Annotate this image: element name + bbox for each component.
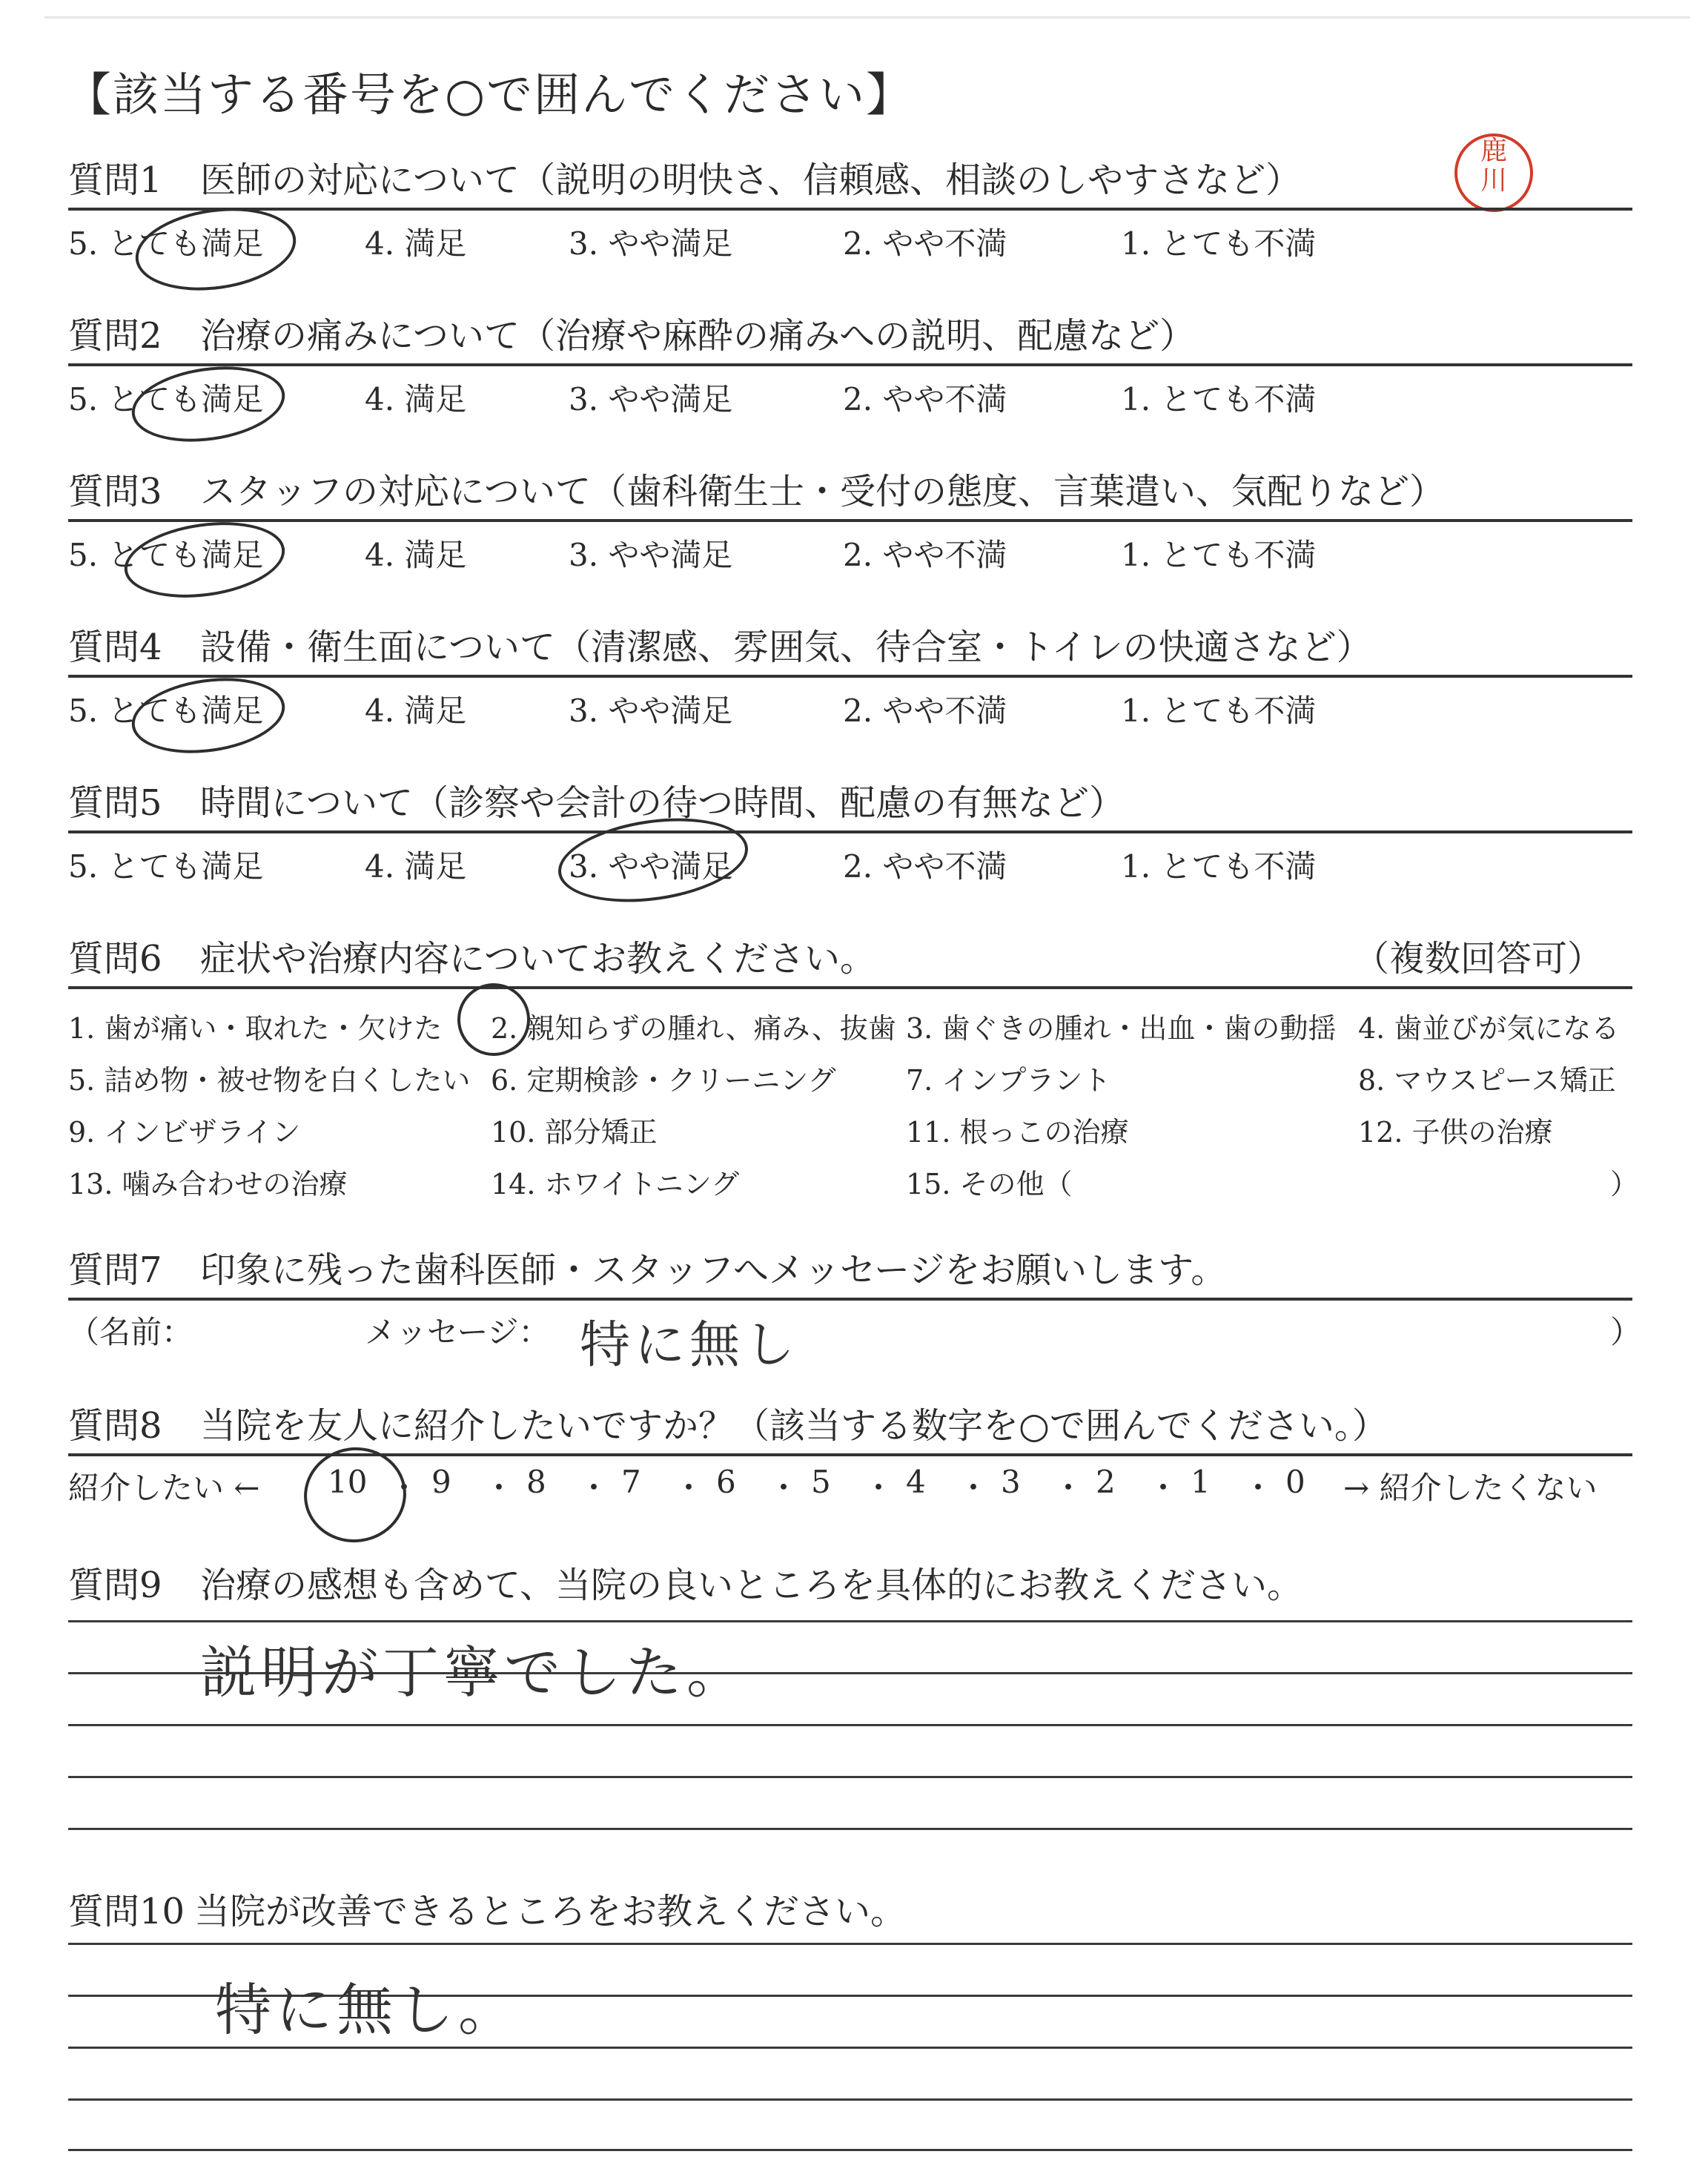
option-3[interactable]: 3. やや満足 [569,381,733,417]
option-4[interactable]: 4. 満足 [365,225,467,262]
scale-value[interactable]: 6 [716,1464,736,1500]
question-10 [68,1887,1632,1936]
top-edge [44,16,1690,19]
option-2[interactable]: 2. やや不満 [843,381,1007,417]
rule-line [68,830,1632,833]
question-2 [68,311,1632,420]
rating-options [68,687,1632,731]
scale-value[interactable]: 9 [431,1464,451,1500]
answer-line [68,2047,1632,2049]
symptom-option[interactable]: 15. その他（ [906,1168,1073,1200]
question-number: 質問8 [68,1405,162,1447]
answer-line [68,2098,1632,2101]
selection-circle [127,357,290,451]
option-2[interactable]: 2. やや不満 [843,225,1007,262]
scale-value[interactable]: 1 [1191,1464,1211,1500]
rating-options [68,842,1632,887]
answer-line [68,1776,1632,1778]
option-1[interactable]: 1. とても不満 [1121,693,1317,729]
option-5[interactable]: 5. とても満足 [68,225,264,262]
multiple-answers-note: （複数回答可） [1353,938,1603,980]
scale-value[interactable]: 4 [906,1464,926,1500]
rating-options [68,375,1632,420]
rule-line [68,208,1632,211]
option-5[interactable]: 5. とても満足 [68,537,264,573]
option-1[interactable]: 1. とても不満 [1121,225,1317,262]
symptom-option[interactable]: 4. 歯並びが気になる [1358,1012,1620,1045]
option-5[interactable]: 5. とても満足 [68,693,264,729]
scale-dot: ・ [1148,1470,1179,1506]
scale-dot: ・ [1242,1470,1274,1506]
other-close-paren: ） [1610,1168,1639,1200]
symptom-option[interactable]: 1. 歯が痛い・取れた・欠けた [68,1012,443,1045]
option-3[interactable]: 3. やや満足 [569,225,733,262]
question-text: 時間について（診察や会計の待つ時間、配慮の有無など） [200,782,1125,824]
question-text: 当院を友人に紹介したいですか？（該当する数字を○で囲んでください。） [200,1405,1388,1447]
selection-circle [453,979,535,1061]
selection-circle [127,669,290,762]
scale-value[interactable]: 7 [621,1464,641,1500]
question-text: 印象に残った歯科医師・スタッフへメッセージをお願いします。 [200,1249,1227,1291]
scale-dot: ・ [1053,1470,1085,1506]
option-3[interactable]: 3. やや満足 [569,537,733,573]
question-text: 設備・衛生面について（清潔感、雰囲気、待合室・トイレの快適さなど） [200,627,1372,668]
option-4[interactable]: 4. 満足 [365,537,467,573]
symptom-option[interactable]: 7. インプラント [906,1064,1111,1097]
option-4[interactable]: 4. 満足 [365,848,467,885]
question-number: 質問5 [68,782,162,824]
form-header: 【該当する番号を○で囲んでください】 [65,67,914,122]
scale-dot: ・ [958,1470,990,1506]
message-label: メッセージ： [365,1314,550,1350]
option-1[interactable]: 1. とても不満 [1121,537,1317,573]
selection-circle [119,512,290,607]
scale-dot: ・ [673,1470,705,1506]
rating-options [68,531,1632,575]
handwritten-improvements[interactable]: 特に無し。 [215,1977,519,2043]
scale-value[interactable]: 3 [1001,1464,1021,1500]
rule-line [68,519,1632,522]
scale-value[interactable]: 2 [1096,1464,1116,1500]
question-text: 症状や治療内容についてお教えください。 [200,938,876,980]
question-1 [68,156,1632,264]
referral-scale [68,1464,1632,1508]
symptom-option[interactable]: 3. 歯ぐきの腫れ・出血・歯の動揺 [906,1012,1337,1045]
answer-line [68,1943,1632,1945]
symptom-option[interactable]: 6. 定期検診・クリーニング [491,1064,836,1097]
option-3[interactable]: 3. やや満足 [569,693,733,729]
scale-dot: ・ [768,1470,800,1506]
question-number: 質問1 [68,159,162,201]
rating-options [68,219,1632,264]
question-8 [68,1401,1632,1508]
option-3[interactable]: 3. やや満足 [569,848,733,885]
scale-dot: ・ [483,1470,515,1506]
symptom-option[interactable]: 12. 子供の治療 [1358,1116,1553,1149]
symptom-option[interactable]: 9. インビザライン [68,1116,301,1149]
rule-line [68,675,1632,678]
question-7 [68,1246,1642,1375]
question-9 [68,1561,1632,1610]
scale-value[interactable]: 10 [328,1464,368,1500]
question-number: 質問10 [68,1891,185,1932]
answer-line [68,1828,1632,1830]
question-number: 質問2 [68,315,162,357]
symptom-option[interactable]: 11. 根っこの治療 [906,1116,1129,1149]
question-text: 治療の痛みについて（治療や麻酔の痛みへの説明、配慮など） [200,315,1196,357]
handwritten-message[interactable]: 特に無し [580,1316,800,1375]
option-5[interactable]: 5. とても満足 [68,381,264,417]
scale-left-label: 紹介したい ← [68,1470,260,1506]
scale-dot: ・ [578,1470,610,1506]
scale-value[interactable]: 5 [811,1464,831,1500]
seal-char-1: 鹿 [1480,136,1507,166]
question-number: 質問3 [68,471,162,512]
answer-line [68,2149,1632,2151]
option-4[interactable]: 4. 満足 [365,693,467,729]
rule-line [68,1453,1632,1456]
question-number: 質問6 [68,938,162,980]
option-4[interactable]: 4. 満足 [365,381,467,417]
answer-line [68,1620,1632,1622]
rule-line [68,986,1632,989]
seal-char-2: 川 [1480,165,1507,196]
scale-value[interactable]: 8 [526,1464,546,1500]
question-number: 質問9 [68,1565,162,1606]
answer-line [68,1724,1632,1726]
scale-dot: ・ [388,1470,420,1506]
question-text: スタッフの対応について（歯科衛生士・受付の態度、言葉遣い、気配りなど） [200,471,1446,512]
symptom-option[interactable]: 2. 親知らずの腫れ、痛み、抜歯 [491,1012,896,1045]
question-text: 当院が改善できるところをお教えください。 [194,1891,907,1932]
symptom-option[interactable]: 13. 噛み合わせの治療 [68,1168,348,1200]
scale-right-label: → 紹介したくない [1343,1470,1598,1506]
rule-line [68,363,1632,366]
option-1[interactable]: 1. とても不満 [1121,381,1317,417]
selection-circle [298,1441,412,1549]
question-4 [68,623,1632,731]
option-2[interactable]: 2. やや不満 [843,693,1007,729]
option-1[interactable]: 1. とても不満 [1121,848,1317,885]
question-text: 治療の感想も含めて、当院の良いところを具体的にお教えください。 [200,1565,1303,1606]
question-number: 質問7 [68,1249,162,1291]
name-label: （名前： [68,1314,193,1350]
message-close-paren: ） [1610,1314,1642,1350]
question-text: 医師の対応について（説明の明快さ、信頼感、相談のしやすさなど） [200,159,1302,201]
symptom-option[interactable]: 5. 詰め物・被せ物を白くしたい [68,1064,471,1097]
symptom-option[interactable]: 8. マウスピース矯正 [1358,1064,1616,1097]
symptom-option[interactable]: 14. ホワイトニング [491,1168,740,1200]
symptom-option[interactable]: 10. 部分矯正 [491,1116,658,1149]
scale-dot: ・ [863,1470,895,1506]
handwritten-good-points[interactable]: 説明が丁寧でした。 [200,1639,747,1705]
option-2[interactable]: 2. やや不満 [843,537,1007,573]
question-3 [68,467,1632,575]
message-row [68,1308,1642,1375]
scale-value[interactable]: 0 [1285,1464,1305,1500]
option-2[interactable]: 2. やや不満 [843,848,1007,885]
question-5 [68,779,1632,887]
question-number: 質問4 [68,627,162,668]
option-5[interactable]: 5. とても満足 [68,848,264,885]
symptom-options [68,1005,1639,1228]
rule-line [68,1298,1632,1301]
selection-circle [130,198,302,300]
question-6 [68,934,1639,1228]
